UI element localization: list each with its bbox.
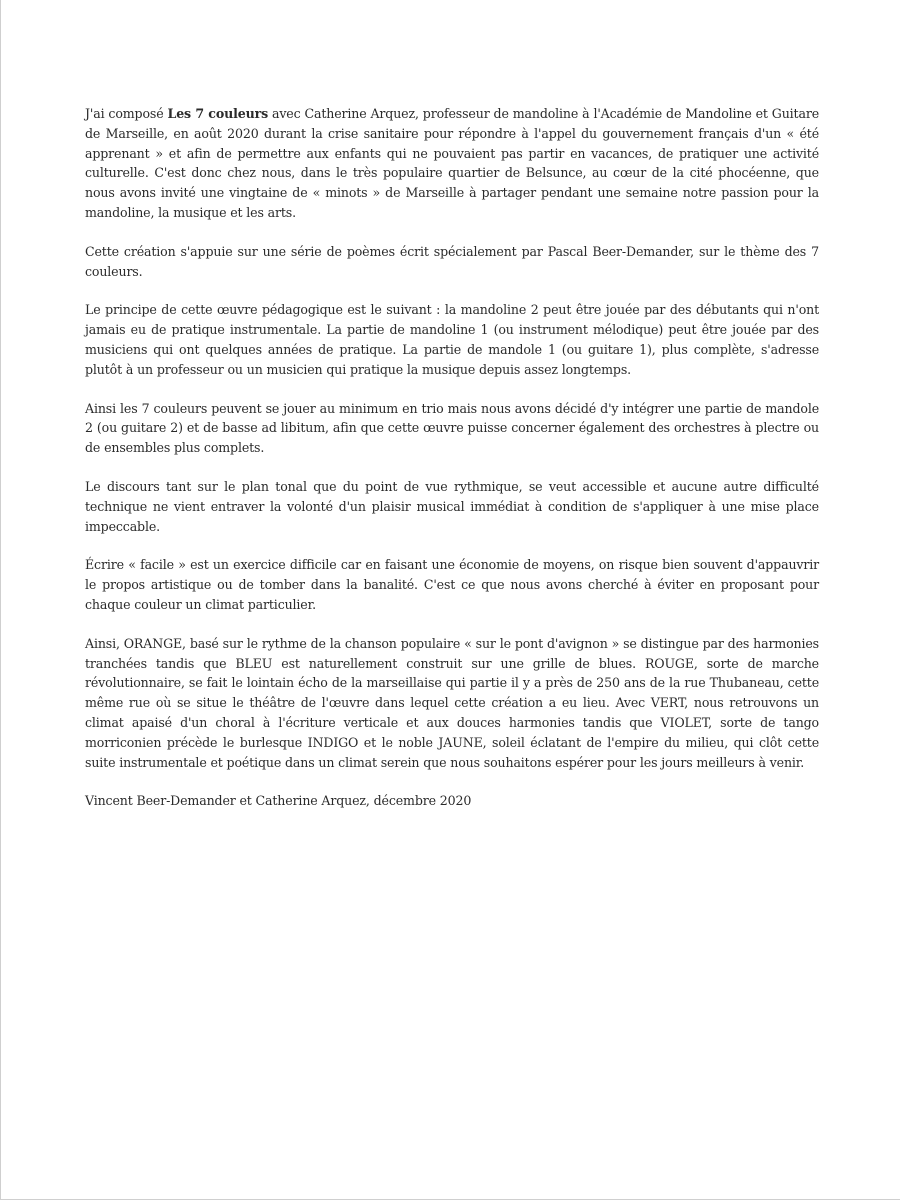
document-body <box>85 104 819 830</box>
intro-body-text: avec Catherine Arquez, professeur de mandoline à l'Académie de Mandoline et Guitare de Marseille, en août 2020 durant la crise sanitaire pour répondre à l'appel du gouvernement français d'un « été apprenant » et afin de permettre aux enfants qui ne pouvaient pas partir en vacances, de pratiquer une activité culturelle. C'est donc chez nous, dans le très populaire quartier de Belsunce, au cœur de la cité phocéenne, que nous avons invité une vingtaine de « minots » de Marseille à partager pendant une semaine notre passion pour la mandoline, la musique et les arts. <box>85 106 820 220</box>
paragraph-colors: Ainsi, ORANGE, basé sur le rythme de la chanson populaire « sur le pont d'avignon » se distingue par des harmonies tranchées tandis que BLEU est naturellement construit sur une grille de blues. ROUGE, sorte de marche révolutionnaire, se fait le lointain écho de la marseillaise qui partie il y a près de 250 ans de la rue Thubaneau, cette même rue où se situe le théâtre de l'œuvre dans lequel cette création a eu lieu. Avec VERT, nous retrouvons un climat apaisé d'un choral à l'écriture verticale et aux douces harmonies tandis que VIOLET, sorte de tango morriconien précède le burlesque INDIGO et le noble JAUNE, soleil éclatant de l'empire du milieu, qui clôt cette suite instrumentale et poétique dans un climat serein que nous souhaitons espérer pour les jours meilleurs à venir. <box>85 635 819 770</box>
work-title: Les 7 couleurs <box>167 106 269 121</box>
paragraph-discourse: Le discours tant sur le plan tonal que du point de vue rythmique, se veut accessible et aucune autre difficulté technique ne vient entraver la volonté d'un plaisir musical immédiat à condition de s'appliquer à une mise place impeccable. <box>85 478 819 534</box>
signature: Vincent Beer-Demander et Catherine Arquez, décembre 2020 <box>85 793 472 809</box>
paragraph-writing-easy: Écrire « facile » est un exercice difficile car en faisant une économie de moyens, on risque bien souvent d'appauvrir le propos artistique ou de tomber dans la banalité. C'est ce que nous avons cherché à éviter en proposant pour chaque couleur un climat particulier. <box>85 557 819 612</box>
paragraph-intro <box>85 104 819 223</box>
intro-lead-text: J'ai composé <box>85 106 168 121</box>
paragraph-poems: Cette création s'appuie sur une série de poèmes écrit spécialement par Pascal Beer-Demander, sur le thème des 7 couleurs. <box>85 243 819 279</box>
paragraph-principle: Le principe de cette œuvre pédagogique est le suivant : la mandoline 2 peut être jouée par des débutants qui n'ont jamais eu de pratique instrumentale. La partie de mandoline 1 (ou instrument mélodique) peut être jouée par des musiciens qui ont quelques années de pratique. La partie de mandole 1 (ou guitare 1), plus complète, s'adresse plutôt à un professeur ou un musicien qui pratique la musique depuis assez longtemps. <box>85 302 819 377</box>
paragraph-instrumentation: Ainsi les 7 couleurs peuvent se jouer au minimum en trio mais nous avons décidé d'y intégrer une partie de mandole 2 (ou guitare 2) et de basse ad libitum, afin que cette œuvre puisse concerner également des orchestres à plectre ou de ensembles plus complets. <box>85 400 819 456</box>
